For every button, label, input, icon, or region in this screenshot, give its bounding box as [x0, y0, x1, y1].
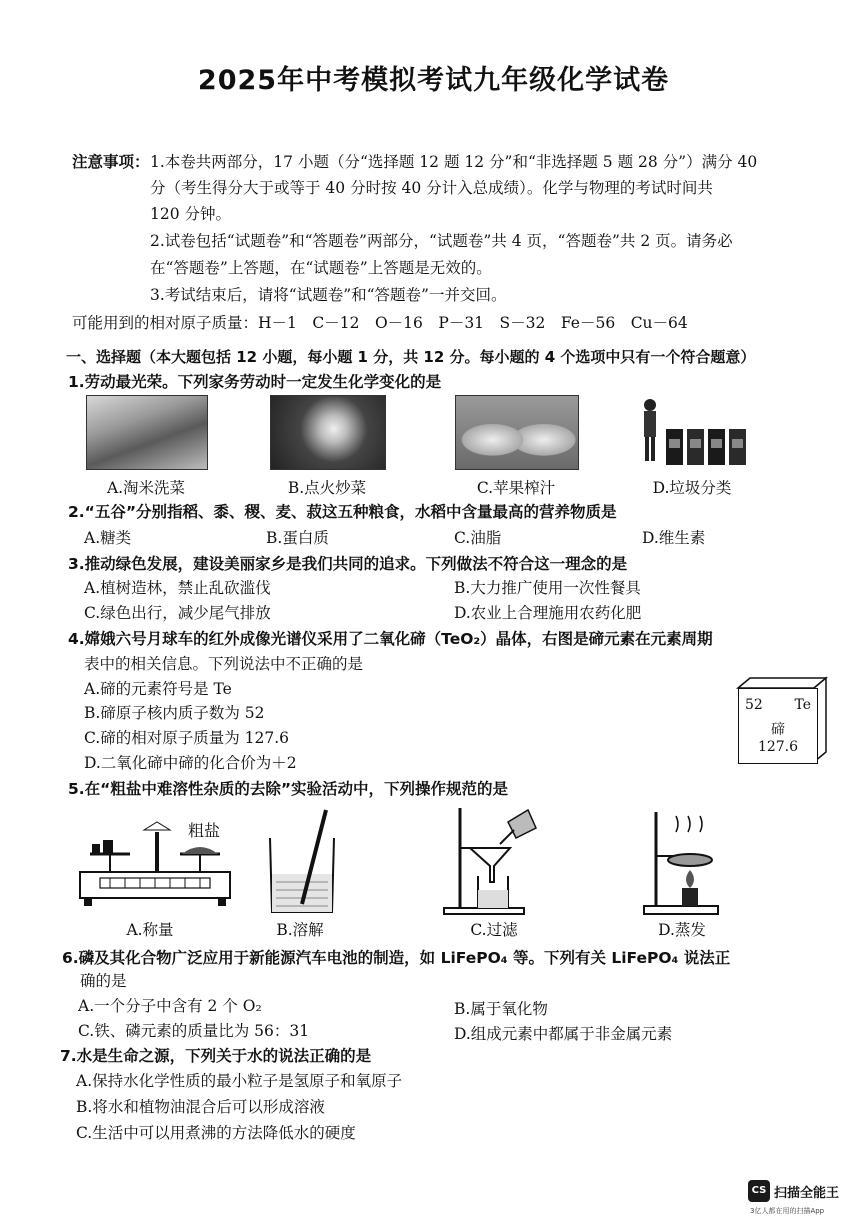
filtration-diagram [440, 804, 550, 916]
photo-apple-juice [455, 395, 579, 470]
option-label: B.溶解 [276, 921, 324, 939]
notes-line: 3.考试结束后，请将“试题卷”和“答题卷”一并交回。 [150, 286, 507, 304]
option-label: C.生活中可以用煮沸的方法降低水的硬度 [76, 1124, 356, 1142]
option-label: A.称量 [126, 921, 174, 939]
option-label: A.一个分子中含有 2 个 O₂ [78, 997, 262, 1015]
option-label: A.淘米洗菜 [106, 479, 186, 497]
notes-line: 分（考生得分大于或等于 40 分时按 40 分计入总成绩）。化学与物理的考试时间共 [150, 179, 713, 197]
option-label: A.保持水化学性质的最小粒子是氢原子和氧原子 [76, 1072, 403, 1090]
option-label: D.组成元素中都属于非金属元素 [454, 1025, 673, 1043]
option-label: A.糖类 [84, 529, 132, 547]
page-title: 2025年中考模拟考试九年级化学试卷 [197, 65, 670, 96]
option-label: B.点火炒菜 [287, 479, 367, 497]
photo-cooking-fire [270, 395, 386, 470]
question-stem: 5.在“粗盐中难溶性杂质的去除”实验活动中，下列操作规范的是 [68, 780, 509, 798]
option-label: B.将水和植物油混合后可以形成溶液 [76, 1098, 325, 1116]
notes-line: 1.本卷共两部分，17 小题（分“选择题 12 题 12 分”和“非选择题 5 题 28 分”）满分 40 [150, 153, 758, 171]
watermark-subtitle: 3亿人都在用的扫描App [750, 1207, 825, 1215]
question-stem: 6.磷及其化合物广泛应用于新能源汽车电池的制造，如 LiFePO₄ 等。下列有关 LiFePO₄ 说法正 [62, 949, 731, 967]
atomic-number: 52 [745, 697, 763, 713]
option-label: B.属于氧化物 [454, 1000, 548, 1018]
element-name: 碲 [771, 722, 785, 738]
option-label: C.铁、磷元素的质量比为 56：31 [78, 1022, 310, 1040]
watermark-name: 扫描全能王 [774, 1186, 840, 1201]
notes-line: 120 分钟。 [150, 205, 232, 223]
photo-washing-rice [86, 395, 208, 470]
option-label: C.油脂 [454, 529, 502, 547]
notes-line: 2.试卷包括“试题卷”和“答题卷”两部分，“试题卷”共 4 页，“答题卷”共 2 页。请务必 [150, 232, 733, 250]
option-label: B.大力推广使用一次性餐具 [454, 579, 641, 597]
option-label: C.绿色出行，减少尾气排放 [84, 604, 271, 622]
option-label: A.碲的元素符号是 Te [84, 680, 232, 698]
atomic-masses: 可能用到的相对原子质量：H－1 C－12 O－16 P－31 S－32 Fe－56 Cu－64 [72, 314, 688, 332]
notes-label: 注意事项： [72, 152, 150, 171]
option-label: B.碲原子核内质子数为 52 [84, 704, 265, 722]
question-stem: 4.嫦娥六号月球车的红外成像光谱仪采用了二氧化碲（TeO₂）晶体，右图是碲元素在元素周期 [68, 630, 713, 648]
option-label: C.苹果榨汁 [476, 479, 556, 497]
question-stem: 1.劳动最光荣。下列家务劳动时一定发生化学变化的是 [68, 373, 442, 391]
question-stem-cont: 表中的相关信息。下列说法中不正确的是 [84, 655, 364, 673]
evaporation-diagram [640, 808, 724, 916]
periodic-element-card [738, 688, 818, 764]
illustration-garbage-sorting [636, 395, 748, 471]
option-label: D.蒸发 [658, 921, 706, 939]
question-stem: 2.“五谷”分别指稻、黍、稷、麦、菽这五种粮食，水稻中含量最高的营养物质是 [68, 503, 617, 521]
option-label: D.维生素 [642, 529, 706, 547]
option-label: C.过滤 [470, 921, 518, 939]
question-stem-cont: 确的是 [80, 972, 127, 990]
option-label: B.蛋白质 [266, 529, 329, 547]
section-heading: 一、选择题（本大题包括 12 小题，每小题 1 分，共 12 分。每小题的 4 个选项中只有一个符合题意） [66, 348, 756, 366]
option-label: A.植树造林，禁止乱砍滥伐 [84, 579, 271, 597]
scanner-watermark [748, 1180, 852, 1216]
element-symbol: Te [794, 697, 811, 713]
question-stem: 3.推动绿色发展，建设美丽家乡是我们共同的追求。下列做法不符合这一理念的是 [68, 555, 628, 573]
salt-label: 粗盐 [188, 821, 221, 840]
option-label: D.农业上合理施用农药化肥 [454, 604, 642, 622]
notes-line: 在“答题卷”上答题，在“试题卷”上答题是无效的。 [150, 259, 492, 277]
beaker-dissolving-diagram [262, 808, 342, 916]
option-label: C.碲的相对原子质量为 127.6 [84, 729, 290, 747]
option-label: D.二氧化碲中碲的化合价为＋2 [84, 754, 297, 772]
atomic-mass: 127.6 [757, 739, 799, 755]
question-stem: 7.水是生命之源，下列关于水的说法正确的是 [60, 1047, 372, 1065]
option-label: D.垃圾分类 [652, 479, 732, 497]
camscanner-logo-icon: CS [748, 1180, 770, 1202]
